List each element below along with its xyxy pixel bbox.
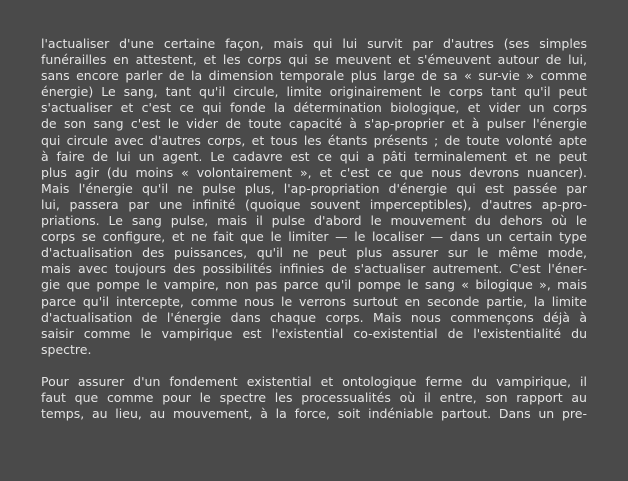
text-line: énergie) Le sang, tant qu'il circule, limite originairement le corps tant qu'il peut (41, 84, 587, 100)
text-line: sans encore parler de la dimension temporale plus large de sa « sur-vie » comme (41, 68, 587, 84)
text-line: plus agir (du moins « volontairement », et c'est ce que nous devrons nuancer). (41, 164, 587, 180)
text-line: priations. Le sang pulse, mais il pulse d'abord le mouvement du dehors où le (41, 213, 587, 229)
text-line: lui, passera par une infinité (quoique souvent imperceptibles), d'autres ap-pro- (41, 196, 587, 212)
text-line: s'actualiser et c'est ce qui fonde la détermination biologique, et vider un corps (41, 100, 587, 116)
text-line: spectre. (41, 341, 92, 357)
text-line: faut que comme pour le spectre les processualités où il entre, son rapport au (41, 389, 587, 405)
text-line: d'actualisation de l'énergie dans chaque corps. Mais nous commençons déjà à (41, 309, 587, 325)
text-line: à faire de lui un agent. Le cadavre est ce qui a pâti terminalement et ne peut (41, 148, 587, 164)
text-line: parce qu'il intercepte, comme nous le verrons surtout en seconde partie, la limite (41, 293, 587, 309)
text-line: funérailles en attestent, et les corps qui se meuvent et s'émeuvent autour de lui, (41, 52, 587, 68)
text-line: Pour assurer d'un fondement existential et ontologique ferme du vampirique, il (41, 373, 587, 389)
text-line: l'actualiser d'une certaine façon, mais qui lui survit par d'autres (ses simples (41, 36, 587, 51)
text-line: qui circule avec d'autres corps, et tous les étants présents ; de toute volonté apte (41, 132, 587, 148)
text-line: mais avec toujours des possibilités infinies de s'actualiser autrement. C'est l'éner- (41, 261, 587, 277)
paragraph-gap (41, 358, 587, 374)
paragraph-1 (41, 36, 587, 358)
text-line: saisir comme le vampirique est l'existential co-existential de l'existentialité du (41, 325, 587, 341)
text-line: d'actualisation des puissances, qu'il ne peut plus assurer sur le même mode, (41, 245, 587, 261)
text-line: Mais l'énergie qu'il ne pulse plus, l'ap-propriation d'énergie qui est passée par (41, 180, 587, 196)
text-line: temps, au lieu, au mouvement, à la force, soit indéniable partout. Dans un pre- (41, 406, 587, 422)
paragraph-2 (41, 374, 587, 422)
text-line: de son sang c'est le vider de toute capacité à s'ap-proprier et à pulser l'énergie (41, 116, 587, 132)
text-line: gie que pompe le vampire, non pas parce qu'il pompe le sang « bilogique », mais (41, 277, 587, 293)
document-page (41, 36, 587, 422)
text-line: corps se configure, et ne fait que le limiter — le localiser — dans un certain type (41, 229, 587, 245)
